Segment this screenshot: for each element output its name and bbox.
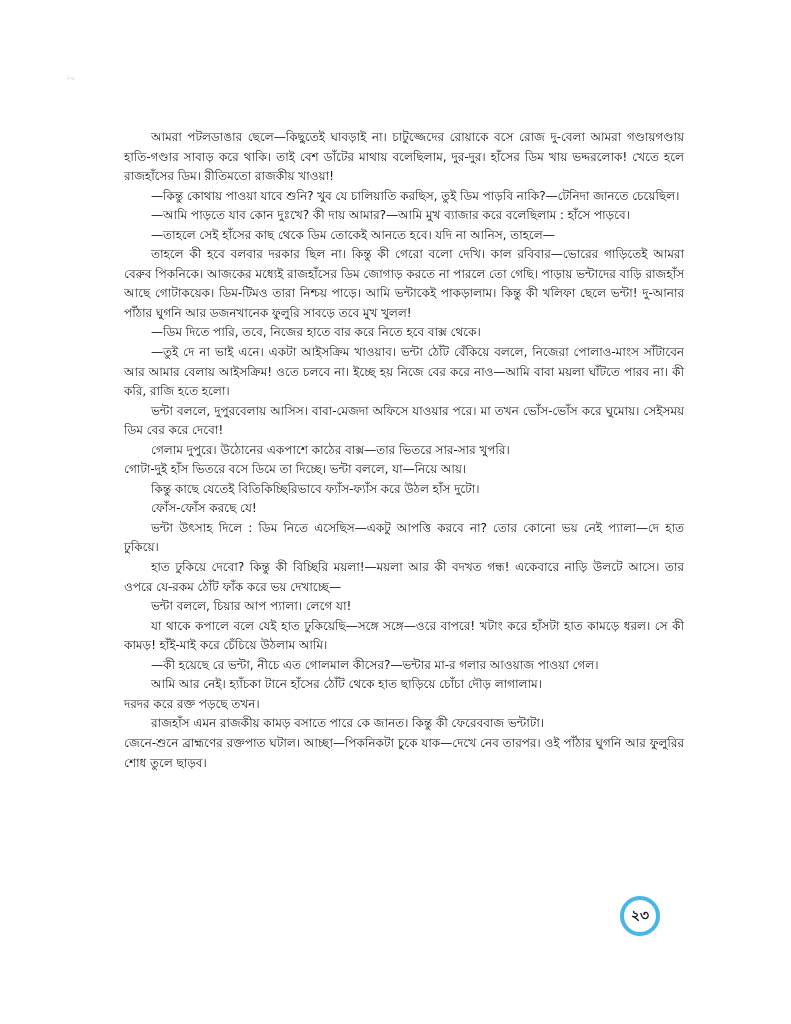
paragraph: ভন্টা বললে, দুপুরবেলায় আসিস। বাবা-মেজদা অফিসে যাওয়ার পরে। মা তখন ভোঁস-ভোঁস করে ঘুমোয়। সেইসময় ডিম বের করে দেবো!	[124, 403, 684, 438]
page-number-badge	[620, 896, 660, 936]
paragraph: ভন্টা উৎসাহ দিলে : ডিম নিতে এসেছিস—একটু আপত্তি করবে না? তোর কোনো ভয় নেই প্যালা—দে হাত ঢুকিয়ে।	[124, 520, 684, 555]
paragraph: যা থাকে কপালে বলে যেই হাত ঢুকিয়েছি—সঙ্গে সঙ্গে—ওরে বাপরে! খটাং করে হাঁসটা হাত কামড়ে ধরল। সে কী কামড়! হাঁই-মাই করে চেঁচিয়ে উঠলাম আমি।	[124, 618, 684, 653]
paragraph: গেলাম দুপুরে। উঠোনের একপাশে কাঠের বাক্স—তার ভিতরে সার-সার খুপরি।	[151, 442, 510, 457]
paragraph: তাহলে কী হবে বলবার দরকার ছিল না। কিন্তু কী গেরো বলো দেখি। কাল রবিবার—ভোরের গাড়িতেই আমরা বেরুব পিকনিকে। আজকের মধ্যেই রাজহাঁসের ডিম জোগাড় করতে না পারলে তো গেছি। পাড়ায় ভন্টাদের বাড়ি রাজহাঁস আছে গোটাকয়েক। ডিম-টিমও তারা নিশ্চয় পাড়ে। আমি ভন্টাকেই পাকড়ালাম। কিন্তু কী খলিফা ছেলে ভন্টা! দু-আনার পাঁঠার ঘুগনি আর ডজনখানেক ফুলুরি সাবড়ে তবে মুখ খুলল!	[124, 247, 684, 320]
paragraph: —তাহলে সেই হাঁসের কাছ থেকে ডিম তোকেই আনতে হবে। যদি না আনিস, তাহলে—	[151, 227, 555, 242]
paragraph: হাত ঢুকিয়ে দেবো? কিন্তু কী বিচ্ছিরি ময়লা!—ময়লা আর কী বদখত গন্ধ! একেবারে নাড়ি উলটে আসে। তার ওপরে যে-রকম ঠোঁট ফাঁক করে ভয় দেখাচ্ছে—	[124, 560, 684, 594]
paragraph: —কিন্তু কোথায় পাওয়া যাবে শুনি? খুব যে চালিয়াতি করছিস, তুই ডিম পাড়বি নাকি?—টেনিদা জানতে চেয়েছিল।	[151, 188, 680, 203]
paragraph: গোটা-দুই হাঁস ভিতরে বসে ডিমে তা দিচ্ছে। ভন্টা বললে, যা—নিয়ে আয়।	[124, 462, 467, 477]
paragraph: কিন্তু কাছে যেতেই বিতিকিচ্ছিরিভাবে ফ্যাঁস-ফ্যাঁস করে উঠল হাঁস দুটো।	[151, 481, 480, 496]
page-body	[124, 128, 684, 773]
paragraph: আমি আর নেই। হ্যাঁচকা টানে হাঁসের ঠোঁট থেকে হাত ছাড়িয়ে চোঁচা দৌড় লাগালাম।	[151, 677, 542, 692]
paragraph: আমরা পটলডাঙার ছেলে—কিছুতেই ঘাবড়াই না। চাটুজ্জেদের রোয়াকে বসে রোজ দু-বেলা আমরা গণ্ডায়গণ্ডায় হাতি-গণ্ডার সাবাড় করে থাকি। তাই বেশ ডাঁটের মাথায় বলেছিলাম, দুর-দুর। হাঁসের ডিম খায় ভদ্দরলোক! খেতে হলে রাজহাঁসের ডিম। রীতিমতো রাজকীয় খাওয়া!	[124, 130, 684, 184]
paragraph: —তুই দে না ভাই এনে। একটা আইসক্রিম খাওয়াব। ভন্টা ঠোঁট বেঁকিয়ে বললে, নিজেরা পোলাও-মাংস সাঁটাবেন আর আমার বেলায় আইসক্রিম! ওতে চলবে না। ইচ্ছে হয় নিজে বের করে নাও—আমি বাবা ময়লা ঘাঁটতে পারব না। কী করি, রাজি হতে হলো।	[124, 345, 684, 399]
corner-mark: ২০	[66, 74, 76, 82]
paragraph: —কী হয়েছে রে ভন্টা, নীচে এত গোলমাল কীসের?—ভন্টার মা-র গলার আওয়াজ পাওয়া গেল।	[151, 657, 599, 672]
paragraph: ভন্টা বললে, চিয়ার আপ প্যালা। লেগে যা!	[151, 599, 352, 614]
page-number: ২৩	[630, 908, 650, 924]
paragraph: ফোঁস-ফোঁস করছে যে!	[151, 501, 257, 516]
paragraph: —আমি পাড়তে যাব কোন দুঃখে? কী দায় আমার?—আমি মুখ ব্যাজার করে বলেছিলাম : হাঁসে পাড়বে।	[151, 208, 630, 223]
paragraph: জেনে-শুনে ব্রাহ্মণের রক্তপাত ঘটাল। আচ্ছা—পিকনিকটা চুকে যাক—দেখে নেব তারপর। ওই পাঁঠার ঘুগনি আর ফুলুরির শোধ তুলে ছাড়ব।	[124, 735, 684, 770]
paragraph: দরদর করে রক্ত পড়ছে তখন।	[124, 696, 260, 711]
paragraph: রাজহাঁস এমন রাজকীয় কামড় বসাতে পারে কে জানত। কিন্তু কী ফেরেববাজ ভন্টাটা।	[151, 716, 544, 731]
paragraph: —ডিম দিতে পারি, তবে, নিজের হাতে বার করে নিতে হবে বাক্স থেকে।	[151, 325, 481, 340]
